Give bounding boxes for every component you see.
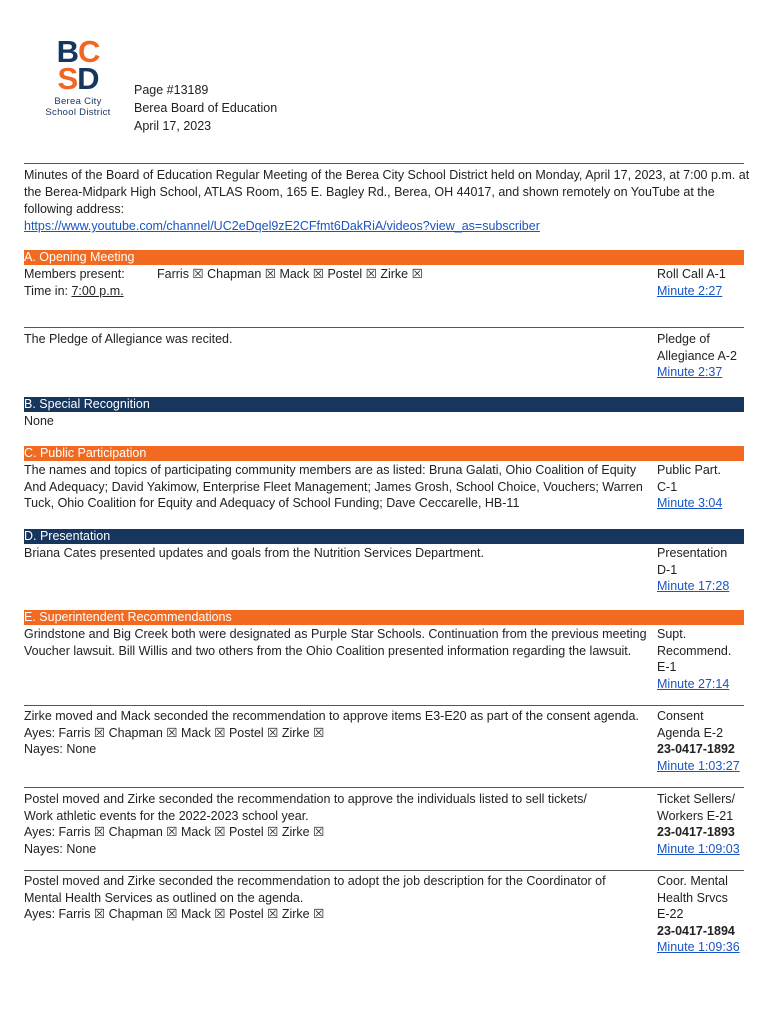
consent-label: Consent <box>657 709 704 723</box>
intro-paragraph <box>24 167 750 235</box>
section-b-header: B. Special Recognition <box>24 397 744 412</box>
ticket-ayes: Ayes: Farris ☒ Chapman ☒ Mack ☒ Postel ☒ Zirke ☒ <box>24 825 325 839</box>
ticket-label: Ticket Sellers/ <box>657 792 736 806</box>
pledge-minute-link[interactable]: Minute 2:37 <box>657 365 723 379</box>
logo-subtitle-1: Berea City <box>54 96 102 107</box>
mental-motion-2: Mental Health Services as outlined on the agenda. <box>24 890 304 905</box>
public-part-code: C-1 <box>657 479 678 494</box>
section-d-header: D. Presentation <box>24 529 744 544</box>
section-a-header: A. Opening Meeting <box>24 250 744 265</box>
mental-motion-1: Postel moved and Zirke seconded the recommendation to adopt the job description for the Coordinator of <box>24 874 606 888</box>
mental-health-item <box>24 873 650 923</box>
pledge-ref <box>657 331 752 381</box>
consent-ayes: Ayes: Farris ☒ Chapman ☒ Mack ☒ Postel ☒ Zirke ☒ <box>24 725 325 740</box>
time-value: 7:00 p.m. <box>71 283 124 298</box>
ticket-minute-link[interactable]: Minute 1:09:03 <box>657 841 740 856</box>
divider <box>24 163 744 164</box>
consent-resolution: 23-0417-1892 <box>657 742 735 756</box>
presentation-label: Presentation <box>657 546 728 560</box>
consent-agenda-item <box>24 708 650 758</box>
section-a-body <box>24 266 650 299</box>
ticket-motion-2: Work athletic events for the 2022-2023 school year. <box>24 808 309 823</box>
mental-label: Coor. Mental <box>657 874 728 888</box>
supt-label-2: Recommend. <box>657 643 732 658</box>
mental-minute-link[interactable]: Minute 1:09:36 <box>657 940 740 954</box>
ticket-ref <box>657 791 752 857</box>
section-d-ref <box>657 545 752 595</box>
consent-code: Agenda E-2 <box>657 725 724 740</box>
consent-minute-link[interactable]: Minute 1:03:27 <box>657 758 740 773</box>
members-present: Farris ☒ Chapman ☒ Mack ☒ Postel ☒ Zirke ☒ <box>157 267 423 281</box>
pledge-label-1: Pledge of <box>657 332 710 346</box>
divider <box>24 705 744 706</box>
section-d-text: Briana Cates presented updates and goals from the Nutrition Services Department. <box>24 546 484 560</box>
section-c-header: C. Public Participation <box>24 446 744 461</box>
section-c-text: The names and topics of participating community members are as listed: Bruna Galati, Ohio Coalition of Equity And Adequacy; David Yakimow, Enterprise Fleet Management; James Grosh, School Choice, Vouchers; Warren Tuck, Ohio Coalition for Equity and Adequacy of School Funding; Dave Ceccarelle, HB-11 <box>24 463 643 510</box>
document-header <box>134 81 277 135</box>
youtube-link[interactable]: https://www.youtube.com/channel/UC2eDqel9zE2CFfmt6DakRiA/videos?view_as=subscriber <box>24 219 540 233</box>
meeting-date: April 17, 2023 <box>134 119 212 133</box>
mental-code: E-22 <box>657 907 684 921</box>
ticket-nayes: Nayes: None <box>24 841 97 856</box>
logo-mark-bottom: SD <box>57 61 99 96</box>
section-a-ref <box>657 266 752 299</box>
ticket-resolution: 23-0417-1893 <box>657 825 735 839</box>
roll-call-label: Roll Call A-1 <box>657 267 726 281</box>
mental-ref <box>657 873 752 956</box>
district-logo <box>38 34 118 118</box>
pledge-text: The Pledge of Allegiance was recited. <box>24 332 233 346</box>
section-e-ref <box>657 626 752 692</box>
time-label: Time in: <box>24 283 72 298</box>
consent-motion: Zirke moved and Mack seconded the recommendation to approve items E3-E20 as part of the consent agenda. <box>24 709 639 723</box>
board-name: Berea Board of Education <box>134 101 278 115</box>
roll-call-minute-link[interactable]: Minute 2:27 <box>657 283 723 298</box>
divider <box>24 870 744 871</box>
mental-label-2: Health Srvcs <box>657 890 728 905</box>
section-e-text: Grindstone and Big Creek both were designated as Purple Star Schools. Continuation from the previous meeting Voucher lawsuit. Bill Willis and two others from the Ohio Coalition presented information regarding the lawsuit. <box>24 627 647 658</box>
page-number: Page #13189 <box>134 83 209 97</box>
presentation-minute-link[interactable]: Minute 17:28 <box>657 579 730 593</box>
public-part-minute-link[interactable]: Minute 3:04 <box>657 496 723 510</box>
section-c-ref <box>657 462 752 512</box>
presentation-code: D-1 <box>657 562 678 577</box>
divider <box>24 327 744 328</box>
public-part-label: Public Part. <box>657 463 721 477</box>
mental-ayes: Ayes: Farris ☒ Chapman ☒ Mack ☒ Postel ☒ Zirke ☒ <box>24 907 325 921</box>
consent-ref <box>657 708 752 774</box>
members-label: Members present: <box>24 267 125 281</box>
mental-resolution: 23-0417-1894 <box>657 923 735 938</box>
pledge-label-2: Allegiance A-2 <box>657 348 737 363</box>
ticket-sellers-item <box>24 791 650 857</box>
consent-nayes: Nayes: None <box>24 742 97 756</box>
supt-label: Supt. <box>657 627 687 641</box>
ticket-code: Workers E-21 <box>657 808 734 823</box>
logo-subtitle-2: School District <box>45 107 111 118</box>
section-e-header: E. Superintendent Recommendations <box>24 610 744 625</box>
logo-mark-top: BC <box>56 34 100 69</box>
supt-code: E-1 <box>657 660 677 674</box>
divider <box>24 787 744 788</box>
section-b-text: None <box>24 414 54 428</box>
ticket-motion-1: Postel moved and Zirke seconded the recommendation to approve the individuals listed to sell tickets/ <box>24 792 587 806</box>
supt-minute-link[interactable]: Minute 27:14 <box>657 676 730 691</box>
intro-text: Minutes of the Board of Education Regular Meeting of the Berea City School District held on Monday, April 17, 2023, at 7:00 p.m. at the Berea-Midpark High School, ATLAS Room, 165 E. Bagley Rd., Berea, OH 44017, and shown remotely on YouTube at the following address: <box>24 168 750 216</box>
